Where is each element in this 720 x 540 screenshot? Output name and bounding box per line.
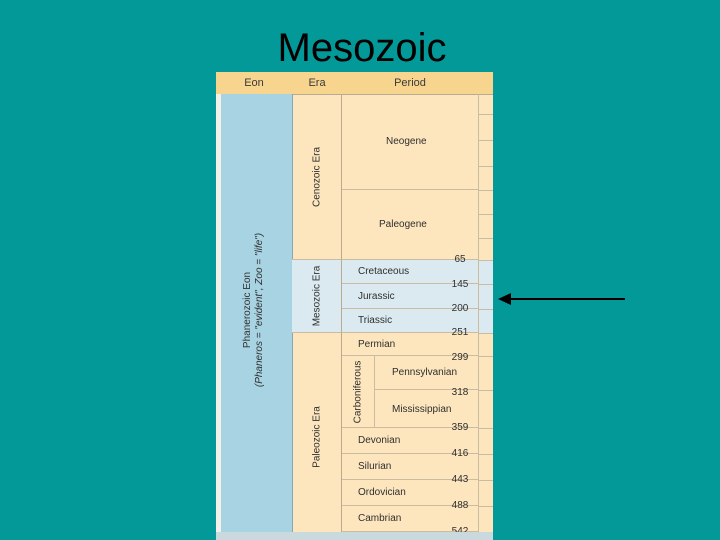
era-label-mesozoic: Mesozoic Era bbox=[311, 265, 322, 327]
time-scale-ticks bbox=[478, 94, 493, 540]
period-paleogene bbox=[342, 190, 478, 260]
scale-tick bbox=[479, 140, 493, 141]
era-mesozoic bbox=[292, 260, 342, 333]
age-label: 416 bbox=[451, 448, 469, 459]
scale-tick bbox=[479, 333, 493, 334]
scale-tick bbox=[479, 190, 493, 191]
period-label: Jurassic bbox=[358, 290, 395, 302]
scale-tick bbox=[479, 480, 493, 481]
header-blank bbox=[478, 72, 493, 95]
age-label: 65 bbox=[454, 254, 466, 265]
scale-tick bbox=[479, 260, 493, 261]
era-label-paleozoic: Paleozoic Era bbox=[311, 405, 322, 468]
period-label: Neogene bbox=[386, 136, 427, 147]
scale-tick bbox=[479, 284, 493, 285]
eon-label-etymology: (Phaneros = "evident", Zoo = "life") bbox=[254, 232, 265, 388]
age-label: 200 bbox=[451, 303, 469, 314]
period-label: Devonian bbox=[358, 435, 401, 446]
header-eon: Eon bbox=[216, 72, 293, 95]
period-label: Cambrian bbox=[358, 513, 402, 524]
header-era: Era bbox=[292, 72, 343, 95]
eon-label bbox=[242, 233, 266, 387]
period-label: Pennsylvanian bbox=[392, 367, 458, 378]
scale-tick bbox=[479, 309, 493, 310]
age-label: 359 bbox=[451, 422, 469, 433]
period-label: Permian bbox=[358, 338, 396, 350]
scale-tick bbox=[479, 506, 493, 507]
geologic-time-chart bbox=[216, 72, 493, 540]
slide-title: Mesozoic bbox=[277, 26, 447, 70]
era-paleozoic bbox=[292, 333, 342, 540]
period-label: Paleogene bbox=[379, 219, 427, 230]
age-label: 251 bbox=[451, 327, 469, 338]
scale-tick bbox=[479, 454, 493, 455]
eon-label-name: Phanerozoic Eon bbox=[242, 271, 253, 349]
period-label: Triassic bbox=[358, 315, 393, 326]
scale-tick bbox=[479, 166, 493, 167]
period-neogene bbox=[342, 94, 478, 190]
period-label: Silurian bbox=[358, 461, 392, 472]
period-label: Mississippian bbox=[392, 403, 452, 415]
scale-tick bbox=[479, 214, 493, 215]
age-label: 145 bbox=[451, 279, 469, 290]
scale-tick bbox=[479, 428, 493, 429]
era-label-cenozoic: Cenozoic Era bbox=[311, 146, 322, 207]
period-label: Ordovician bbox=[358, 487, 406, 498]
age-label: 488 bbox=[451, 500, 469, 511]
scale-tick bbox=[479, 390, 493, 391]
carboniferous-label: Carboniferous bbox=[352, 360, 364, 424]
scale-tick bbox=[479, 238, 493, 239]
next-eon-strip bbox=[216, 532, 493, 540]
age-label: 299 bbox=[451, 352, 469, 363]
scale-tick bbox=[479, 356, 493, 357]
era-cenozoic bbox=[292, 94, 342, 260]
period-label: Cretaceous bbox=[358, 266, 410, 277]
age-label: 443 bbox=[451, 474, 469, 485]
header-period: Period bbox=[342, 72, 479, 95]
scale-tick bbox=[479, 114, 493, 115]
pointer-arrow-icon bbox=[497, 291, 627, 307]
age-label: 318 bbox=[451, 387, 469, 398]
